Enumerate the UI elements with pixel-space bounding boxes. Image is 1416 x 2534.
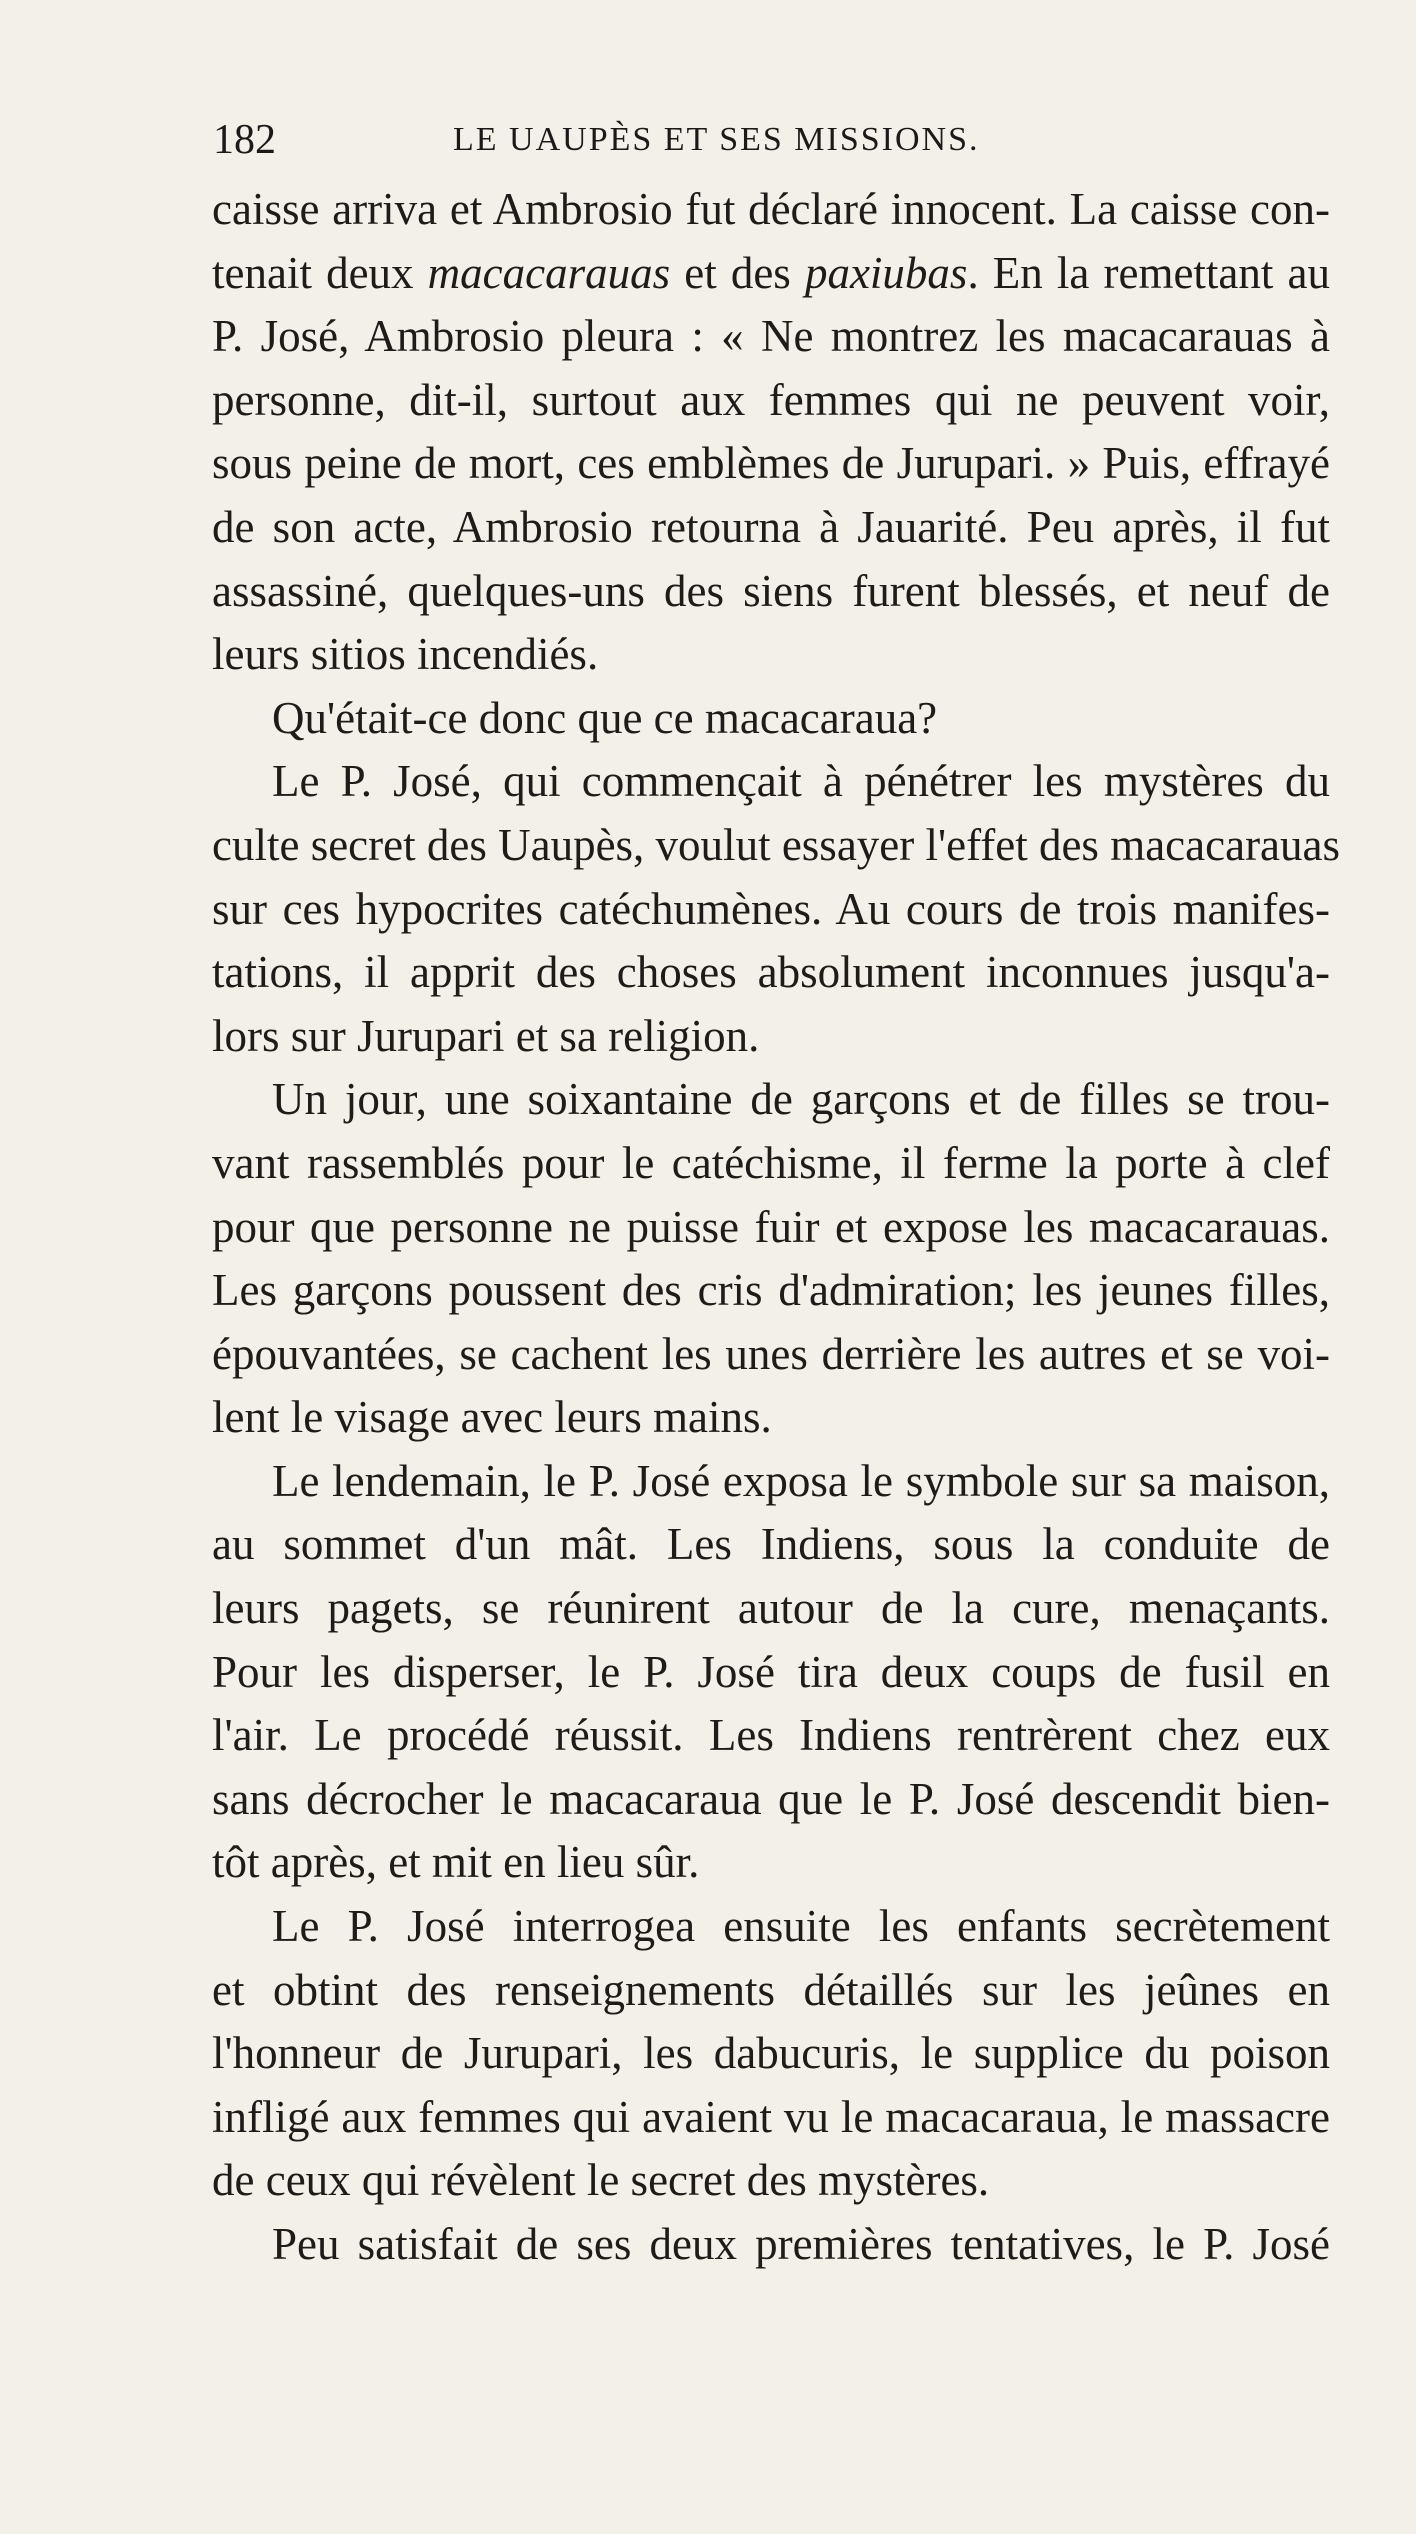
text-line: [212, 1768, 1330, 1832]
italic-term: paxiubas: [804, 247, 968, 298]
line-text: tenait deux: [212, 247, 428, 298]
line-text: au sommet d'un mât. Les Indiens, sous la conduite de: [212, 1519, 1330, 1570]
running-head: [213, 112, 1323, 172]
text-line: [212, 178, 1330, 242]
italic-term: macacarauas: [427, 247, 671, 298]
line-text: Le P. José, qui commençait à pénétrer les mystères du: [272, 756, 1330, 807]
text-line: [212, 1259, 1330, 1323]
text-line: [212, 1895, 1330, 1959]
line-text: et des: [670, 247, 805, 298]
text-line: [212, 941, 1330, 1005]
line-text: tations, il apprit des choses absolument inconnues jusqu'a-: [212, 947, 1330, 998]
line-text: P. José, Ambrosio pleura : « Ne montrez les macacarauas à: [212, 311, 1330, 362]
text-line: [212, 1132, 1330, 1196]
text-line: [212, 242, 1330, 306]
text-line: [212, 1386, 1330, 1450]
line-text: Le P. José interrogea ensuite les enfants secrètement: [272, 1901, 1330, 1952]
text-line: [212, 1513, 1330, 1577]
line-text: Les garçons poussent des cris d'admiration; les jeunes filles,: [212, 1265, 1330, 1316]
line-text: Le lendemain, le P. José exposa le symbole sur sa maison,: [272, 1455, 1330, 1506]
line-text: culte secret des Uaupès, voulut essayer l'effet des macacarauas: [212, 819, 1341, 870]
line-text: vant rassemblés pour le catéchisme, il ferme la porte à clef: [212, 1137, 1330, 1188]
text-line: [212, 1641, 1330, 1705]
line-text: pour que personne ne puisse fuir et expose les macacarauas.: [212, 1201, 1330, 1252]
line-text: tôt après, et mit en lieu sûr.: [212, 1837, 700, 1888]
text-line: [212, 1068, 1330, 1132]
line-text: de ceux qui révèlent le secret des mystères.: [212, 2155, 990, 2206]
line-text: épouvantées, se cachent les unes derrière les autres et se voi-: [212, 1328, 1330, 1379]
line-text: sans décrocher le macacaraua que le P. José descendit bien-: [212, 1773, 1330, 1824]
line-text: Pour les disperser, le P. José tira deux coups de fusil en: [212, 1646, 1330, 1697]
text-line: [212, 496, 1330, 560]
text-line: [212, 2149, 1330, 2213]
line-text: leurs sitios incendiés.: [212, 629, 599, 680]
text-line: [212, 560, 1330, 624]
page-number: 182: [213, 117, 276, 163]
line-text: Peu satisfait de ses deux premières tentatives, le P. José: [272, 2219, 1330, 2269]
line-text: Qu'était-ce donc que ce macacaraua?: [272, 692, 938, 743]
line-text: Un jour, une soixantaine de garçons et de filles se trou-: [272, 1074, 1330, 1125]
text-line: [212, 305, 1330, 369]
text-line: [212, 687, 1330, 751]
text-line: [212, 878, 1330, 942]
text-line: [212, 1005, 1330, 1069]
line-text: infligé aux femmes qui avaient vu le macacaraua, le massacre: [212, 2091, 1330, 2142]
line-text: lent le visage avec leurs mains.: [212, 1392, 772, 1443]
line-text: sous peine de mort, ces emblèmes de Jurupari. » Puis, effrayé: [212, 438, 1330, 489]
line-text: . En la remettant au: [967, 247, 1330, 298]
running-title: LE UAUPÈS ET SES MISSIONS.: [453, 121, 980, 158]
text-line: [212, 1323, 1330, 1387]
line-text: leurs pagets, se réunirent autour de la cure, menaçants.: [212, 1583, 1330, 1634]
line-text: caisse arriva et Ambrosio fut déclaré innocent. La caisse con-: [212, 184, 1330, 234]
line-text: et obtint des renseignements détaillés sur les jeûnes en: [212, 1964, 1330, 2015]
text-line: [212, 2022, 1330, 2086]
line-text: personne, dit-il, surtout aux femmes qui ne peuvent voir,: [212, 374, 1330, 425]
text-line: [212, 1959, 1330, 2023]
text-line: [212, 369, 1330, 433]
text-line: [212, 1704, 1330, 1768]
text-line: [212, 623, 1330, 687]
text-line: [212, 2086, 1330, 2150]
text-line: [212, 2213, 1330, 2277]
line-text: l'air. Le procédé réussit. Les Indiens rentrèrent chez eux: [212, 1710, 1330, 1761]
line-text: assassiné, quelques-uns des siens furent blessés, et neuf de: [212, 565, 1330, 616]
line-text: lors sur Jurupari et sa religion.: [212, 1010, 760, 1061]
text-line: [212, 1196, 1330, 1260]
line-text: l'honneur de Jurupari, les dabucuris, le supplice du poison: [212, 2028, 1330, 2079]
text-line: [212, 1450, 1330, 1514]
line-text: de son acte, Ambrosio retourna à Jauarité. Peu après, il fut: [212, 501, 1330, 552]
body-text: [212, 178, 1341, 2277]
text-line: [212, 432, 1330, 496]
text-line: [212, 1577, 1330, 1641]
text-line: [212, 750, 1330, 814]
text-line: [212, 814, 1341, 878]
text-line: [212, 1831, 1330, 1895]
line-text: sur ces hypocrites catéchumènes. Au cours de trois manifes-: [212, 883, 1330, 934]
